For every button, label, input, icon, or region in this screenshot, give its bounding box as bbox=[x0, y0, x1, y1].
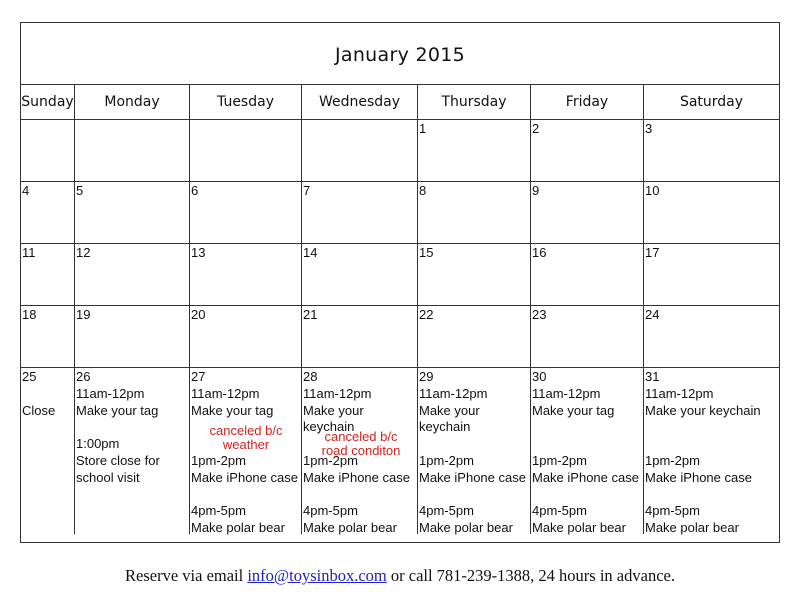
day-cell bbox=[644, 306, 779, 367]
event-line: Make polar bear bbox=[645, 520, 739, 536]
event-line: 4pm-5pm bbox=[419, 503, 474, 519]
day-cell bbox=[190, 182, 302, 243]
week-row bbox=[21, 120, 779, 182]
day-cell bbox=[531, 120, 644, 181]
day-cell bbox=[302, 368, 418, 534]
spacer bbox=[532, 436, 643, 453]
day-cell bbox=[190, 368, 302, 534]
day-cell bbox=[21, 306, 75, 367]
spacer bbox=[191, 436, 301, 453]
event-line: Close bbox=[22, 402, 56, 418]
day-cell bbox=[418, 120, 531, 181]
spacer bbox=[645, 436, 779, 453]
day-number: 2 bbox=[532, 121, 540, 136]
event-line: Make polar bear bbox=[419, 520, 513, 536]
cancellation-note-line: weather bbox=[222, 437, 270, 452]
event-line: Store close for bbox=[76, 452, 160, 468]
event-line: 11am-12pm bbox=[645, 385, 714, 401]
day-number: 16 bbox=[532, 245, 547, 260]
weekday-header-friday: Friday bbox=[531, 85, 644, 119]
spacer bbox=[645, 419, 779, 436]
day-number: 21 bbox=[303, 307, 318, 322]
event-line: Make iPhone case bbox=[645, 469, 752, 485]
day-cell bbox=[418, 368, 531, 534]
spacer bbox=[191, 419, 301, 436]
day-cell bbox=[302, 244, 418, 305]
spacer bbox=[303, 487, 417, 504]
event-line: Make your keychain bbox=[645, 402, 761, 418]
event-line: Make polar bear bbox=[303, 520, 397, 536]
day-cell bbox=[21, 120, 75, 181]
day-cell bbox=[644, 120, 779, 181]
event-line: 1pm-2pm bbox=[532, 452, 587, 468]
weekday-header-tuesday: Tuesday bbox=[190, 85, 302, 119]
event-line: Make your tag bbox=[191, 402, 274, 418]
event-line: 1pm-2pm bbox=[303, 452, 358, 468]
day-number: 19 bbox=[76, 307, 91, 322]
day-number: 18 bbox=[22, 307, 37, 322]
day-number: 12 bbox=[76, 245, 91, 260]
cancellation-note-line: canceled b/c bbox=[324, 429, 398, 444]
day-cell bbox=[21, 244, 75, 305]
day-number: 26 bbox=[76, 369, 91, 384]
day-cell bbox=[75, 368, 190, 534]
cancellation-note-line: canceled b/c bbox=[209, 423, 283, 438]
weekday-header-sunday: Sunday bbox=[21, 85, 75, 119]
event-line: 1pm-2pm bbox=[645, 452, 700, 468]
day-cell bbox=[644, 182, 779, 243]
event-line: 4pm-5pm bbox=[532, 503, 587, 519]
calendar bbox=[20, 22, 780, 543]
day-number: 28 bbox=[303, 369, 318, 384]
day-cell bbox=[21, 368, 75, 534]
calendar-title: January 2015 bbox=[21, 23, 779, 85]
day-number: 20 bbox=[191, 307, 206, 322]
event-line: 11am-12pm bbox=[419, 385, 488, 401]
spacer bbox=[303, 436, 417, 453]
event-line: keychain bbox=[419, 419, 471, 435]
spacer bbox=[645, 487, 779, 504]
event-line: Make iPhone case bbox=[532, 469, 639, 485]
weekday-header-saturday: Saturday bbox=[679, 94, 744, 110]
day-cell bbox=[418, 182, 531, 243]
day-number: 29 bbox=[419, 369, 434, 384]
event-line: 4pm-5pm bbox=[645, 503, 700, 519]
day-cell bbox=[75, 306, 190, 367]
day-cell bbox=[302, 306, 418, 367]
week-row bbox=[21, 306, 779, 368]
day-cell bbox=[21, 182, 75, 243]
event-line: Make polar bear bbox=[532, 520, 626, 536]
spacer bbox=[191, 487, 301, 504]
spacer bbox=[76, 419, 189, 436]
day-cell bbox=[531, 368, 644, 534]
day-cell bbox=[190, 244, 302, 305]
event-line: school visit bbox=[76, 469, 140, 485]
day-cell bbox=[75, 244, 190, 305]
day-cell bbox=[418, 244, 531, 305]
day-number: 22 bbox=[419, 307, 434, 322]
day-number: 23 bbox=[532, 307, 547, 322]
event-line: 4pm-5pm bbox=[191, 503, 246, 519]
weekday-header-thursday: Thursday bbox=[418, 85, 531, 119]
day-number: 13 bbox=[191, 245, 206, 260]
day-number: 3 bbox=[645, 121, 653, 136]
day-number: 10 bbox=[645, 183, 660, 198]
week-row bbox=[21, 368, 779, 534]
cancellation-note-line: road conditon bbox=[321, 443, 401, 458]
day-cell bbox=[644, 244, 779, 305]
event-line: 1pm-2pm bbox=[191, 452, 246, 468]
day-number: 7 bbox=[303, 183, 311, 198]
day-cell bbox=[190, 306, 302, 367]
event-line: 1pm-2pm bbox=[419, 452, 474, 468]
day-number: 11 bbox=[22, 245, 36, 260]
day-cell bbox=[75, 120, 190, 181]
day-number: 31 bbox=[645, 369, 660, 384]
event-line: Make your tag bbox=[532, 402, 615, 418]
day-number: 6 bbox=[191, 183, 199, 198]
event-line: 11am-12pm bbox=[303, 385, 372, 401]
footer-note bbox=[0, 566, 800, 586]
event-line: Make iPhone case bbox=[191, 469, 298, 485]
event-line: 1:00pm bbox=[76, 436, 120, 452]
day-number: 1 bbox=[419, 121, 427, 136]
day-cell bbox=[75, 182, 190, 243]
spacer bbox=[419, 487, 530, 504]
event-line: 11am-12pm bbox=[532, 385, 601, 401]
day-cell bbox=[190, 120, 302, 181]
event-line: 11am-12pm bbox=[191, 385, 260, 401]
weekday-header-row bbox=[21, 85, 779, 120]
event-line: keychain bbox=[303, 419, 355, 435]
spacer bbox=[419, 436, 530, 453]
event-line: Make your bbox=[303, 402, 364, 418]
day-number: 14 bbox=[303, 245, 318, 260]
day-number: 17 bbox=[645, 245, 660, 260]
email-link[interactable]: info@toysinbox.com bbox=[247, 566, 387, 585]
event-line: 11am-12pm bbox=[76, 385, 145, 401]
day-cell bbox=[418, 306, 531, 367]
event-line: Make iPhone case bbox=[419, 469, 526, 485]
day-number: 4 bbox=[22, 183, 30, 198]
day-number: 5 bbox=[76, 183, 84, 198]
day-cell bbox=[644, 368, 779, 534]
footer-prefix: Reserve via email bbox=[125, 566, 248, 585]
footer-suffix: or call 781-239-1388, 24 hours in advance. bbox=[386, 566, 675, 585]
day-number: 9 bbox=[532, 183, 540, 198]
spacer bbox=[532, 487, 643, 504]
day-number: 25 bbox=[22, 369, 37, 384]
day-cell bbox=[531, 182, 644, 243]
weekday-header-monday: Monday bbox=[75, 85, 190, 119]
event-line: Make your tag bbox=[76, 402, 159, 418]
event-line: Make polar bear bbox=[191, 520, 285, 536]
day-number: 30 bbox=[532, 369, 547, 384]
event-line: Make your bbox=[419, 402, 480, 418]
day-cell bbox=[302, 182, 418, 243]
event-line: Make iPhone case bbox=[303, 469, 410, 485]
day-cell bbox=[302, 120, 418, 181]
event-line: 4pm-5pm bbox=[303, 503, 358, 519]
day-number: 15 bbox=[419, 245, 434, 260]
week-row bbox=[21, 244, 779, 306]
day-cell bbox=[531, 306, 644, 367]
day-number: 27 bbox=[191, 369, 206, 384]
calendar-grid bbox=[21, 85, 779, 534]
week-row bbox=[21, 182, 779, 244]
spacer bbox=[532, 419, 643, 436]
day-number: 8 bbox=[419, 183, 427, 198]
spacer bbox=[22, 386, 74, 403]
day-number: 24 bbox=[645, 307, 660, 322]
day-cell bbox=[531, 244, 644, 305]
weekday-header-wednesday: Wednesday bbox=[302, 85, 418, 119]
